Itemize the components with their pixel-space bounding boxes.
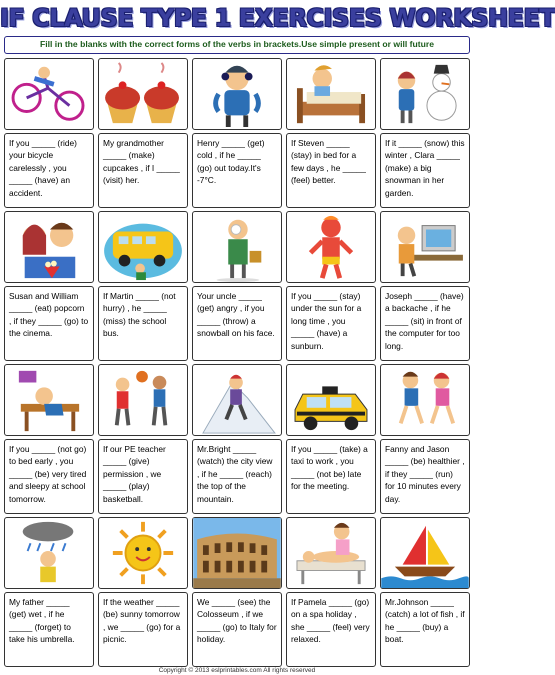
sick-boy-in-bed-icon xyxy=(286,58,376,130)
exercise-sentence: Mr.Johnson _____ (catch) a lot of fish , if he _____ (buy) a boat. xyxy=(380,592,470,667)
exercise-card xyxy=(286,58,376,208)
sailboat-icon xyxy=(380,517,470,589)
sleepy-student-icon xyxy=(4,364,94,436)
exercise-card xyxy=(380,58,470,208)
exercise-sentence: If it _____ (snow) this winter , Clara _____ (make) a big snowman in her garden. xyxy=(380,133,470,208)
exercise-sentence: If you _____ (stay) under the sun for a long time , you _____ (have) a sunburn. xyxy=(286,286,376,361)
exercise-card xyxy=(192,364,282,514)
cupcakes-icon xyxy=(98,58,188,130)
copyright-footer: Copyright © 2013 eslprintables.com All rights reserved xyxy=(158,667,316,674)
exercise-sentence: Henry _____ (get) cold , if he _____ (go) out today.It's -7°C. xyxy=(192,133,282,208)
taxi-icon xyxy=(286,364,376,436)
exercise-card xyxy=(192,211,282,361)
exercise-sentence: Susan and William _____ (eat) popcorn , if they _____ (go) to the cinema. xyxy=(4,286,94,361)
exercise-card xyxy=(4,211,94,361)
exercise-card xyxy=(98,364,188,514)
exercise-sentence: We _____ (see) the Colosseum , if we _____ (go) to Italy for holiday. xyxy=(192,592,282,667)
exercise-sentence: If Martin _____ (not hurry) , he _____ (miss) the school bus. xyxy=(98,286,188,361)
exercise-card xyxy=(98,58,188,208)
colosseum-icon xyxy=(192,517,282,589)
exercise-card xyxy=(192,517,282,667)
exercise-sentence: My grandmother _____ (make) cupcakes , if I _____ (visit) her. xyxy=(98,133,188,208)
man-at-computer-icon xyxy=(380,211,470,283)
exercise-card xyxy=(380,364,470,514)
exercise-card xyxy=(380,517,470,667)
exercise-card xyxy=(98,211,188,361)
exercise-sentence: Mr.Bright _____ (watch) the city view , if he _____ (reach) the top of the mountain. xyxy=(192,439,282,514)
exercise-sentence: If you _____ (ride) your bicycle carelessly , you _____ (have) an accident. xyxy=(4,133,94,208)
basketball-players-icon xyxy=(98,364,188,436)
exercise-sentence: If you _____ (not go) to bed early , you _____ (be) very tired and sleepy at school tomorrow. xyxy=(4,439,94,514)
snowball-man-icon xyxy=(192,211,282,283)
exercise-sentence: If the weather _____ (be) sunny tomorrow , we _____ (go) for a picnic. xyxy=(98,592,188,667)
exercise-card xyxy=(286,211,376,361)
instructions-banner: Fill in the blanks with the correct forms of the verbs in brackets.Use simple present or will future xyxy=(4,36,470,54)
cold-boy-icon xyxy=(192,58,282,130)
exercise-card xyxy=(380,211,470,361)
boy-in-rain-icon xyxy=(4,517,94,589)
exercise-card xyxy=(4,517,94,667)
exercise-sentence: Fanny and Jason _____ (be) healthier , if they _____ (run) for 10 minutes every day. xyxy=(380,439,470,514)
worksheet-title: IF CLAUSE TYPE 1 EXERCISES WORKSHEET xyxy=(0,4,555,32)
mountain-climber-icon xyxy=(192,364,282,436)
exercise-card xyxy=(4,364,94,514)
jogging-couple-icon xyxy=(380,364,470,436)
exercise-sentence: If you _____ (take) a taxi to work , you _____ (not be) late for the meeting. xyxy=(286,439,376,514)
exercise-sentence: If our PE teacher _____ (give) permission , we _____ (play) basketball. xyxy=(98,439,188,514)
exercise-card xyxy=(192,58,282,208)
exercise-sentence: Your uncle _____ (get) angry , if you _____ (throw) a snowball on his face. xyxy=(192,286,282,361)
smiling-sun-icon xyxy=(98,517,188,589)
exercise-sentence: Joseph _____ (have) a backache , if he _____ (sit) in front of the computer for too long. xyxy=(380,286,470,361)
spa-massage-icon xyxy=(286,517,376,589)
exercise-card xyxy=(286,517,376,667)
couple-popcorn-icon xyxy=(4,211,94,283)
girl-with-snowman-icon xyxy=(380,58,470,130)
exercise-grid xyxy=(4,58,470,667)
exercise-card xyxy=(4,58,94,208)
sunburned-man-icon xyxy=(286,211,376,283)
exercise-sentence: My father _____ (get) wet , if he _____ (forget) to take his umbrella. xyxy=(4,592,94,667)
broken-bicycle-icon xyxy=(4,58,94,130)
exercise-card xyxy=(286,364,376,514)
exercise-sentence: If Steven _____ (stay) in bed for a few days , he _____ (feel) better. xyxy=(286,133,376,208)
exercise-card xyxy=(98,517,188,667)
school-bus-icon xyxy=(98,211,188,283)
exercise-sentence: If Pamela _____ (go) on a spa holiday , she _____ (feel) very relaxed. xyxy=(286,592,376,667)
